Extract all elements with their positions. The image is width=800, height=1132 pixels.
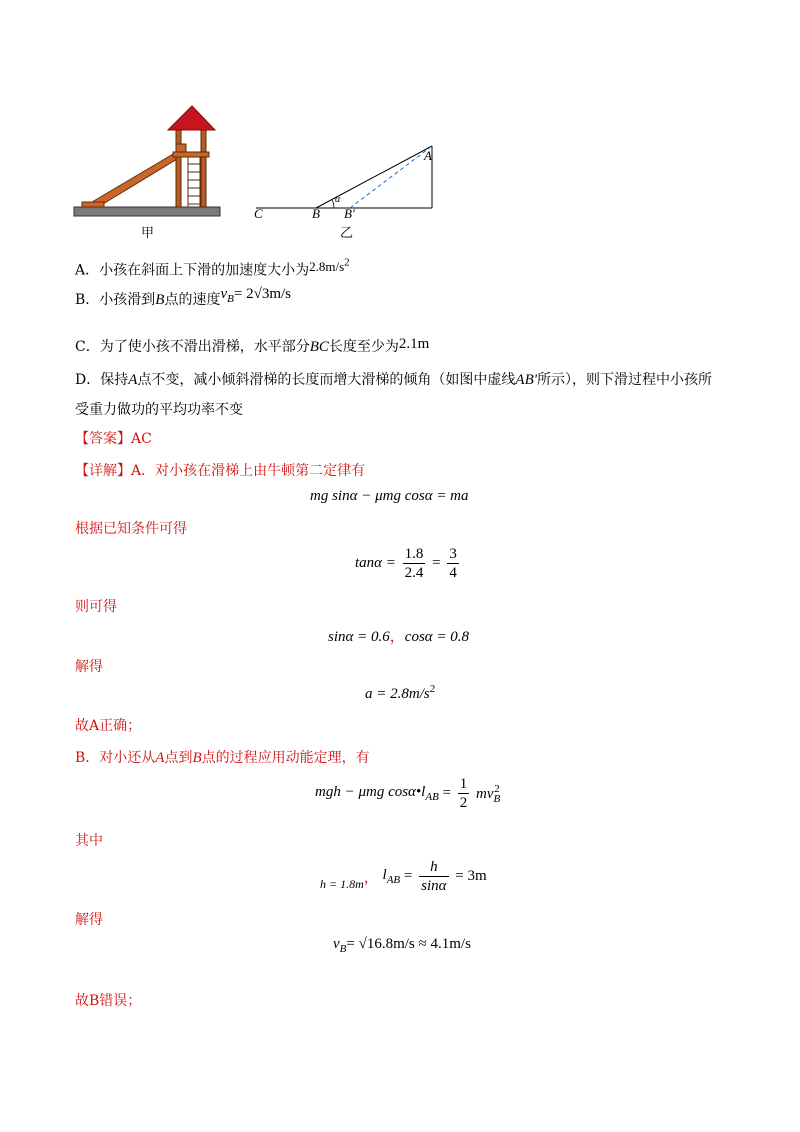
- option-b-mid: 点的速度: [164, 292, 221, 308]
- energy-rhs: $mv_B^2$: [476, 782, 501, 805]
- equation-acceleration: $a = 2.8m/s^2$: [365, 683, 436, 702]
- option-c-value: 2.1m: [398, 336, 430, 352]
- equation-energy: [315, 775, 500, 812]
- solve-label-1: 解得: [75, 659, 103, 675]
- then-label: 则可得: [75, 599, 117, 615]
- conclusion-a: 故A正确；: [75, 718, 142, 734]
- energy-equals: =: [442, 785, 452, 801]
- option-a: [75, 256, 350, 280]
- option-d-ab: AB': [515, 372, 537, 388]
- option-d-line1: [75, 370, 712, 390]
- point-a-label: A: [424, 148, 432, 163]
- option-b-text: B．小孩滑到: [75, 292, 156, 308]
- point-c-label: C: [254, 206, 263, 221]
- lab-den: sinα: [421, 878, 447, 894]
- tan-equals: =: [432, 555, 441, 571]
- figure-label-jia: 甲: [141, 226, 155, 241]
- energy-fraction: [458, 775, 470, 812]
- option-a-value: $2.8m/s^2$: [309, 257, 350, 275]
- sin-eq: sinα = 0.6: [328, 629, 390, 645]
- option-b: [75, 286, 291, 315]
- equation-tan: [355, 545, 462, 582]
- option-b-formula: $v_B= 2√3m/s$: [220, 286, 291, 305]
- tan-fraction-2: [447, 545, 459, 582]
- lab-lhs-text: l: [382, 867, 387, 883]
- among-label: 其中: [75, 833, 103, 849]
- conclusion-b: 故B错误；: [75, 993, 142, 1009]
- part-b-b: B: [192, 750, 202, 766]
- tan-lhs: tanα =: [355, 555, 396, 571]
- lab-equals: =: [403, 868, 413, 884]
- tan-den-2: 4: [449, 565, 457, 581]
- equation-vb: $v_B= √16.8m/s \approx 4.1m/s$: [333, 936, 471, 955]
- lab-fraction: [419, 858, 448, 895]
- angle-label: α: [335, 194, 341, 205]
- solve-label-2: 解得: [75, 912, 103, 928]
- energy-lhs: mgh − μmg $\cos\alpha•l_{AB}$: [315, 784, 439, 803]
- point-b-label: B: [312, 206, 320, 221]
- equation-sin-cos: [328, 625, 469, 646]
- option-d-line2: 受重力做功的平均功率不变: [75, 402, 243, 418]
- point-bprime-label: B′: [344, 206, 355, 221]
- answer-label: 【答案】AC: [75, 431, 152, 447]
- option-d-text: D．保持: [75, 372, 129, 388]
- option-d-rest: 点不变，减小倾斜滑梯的长度而增大滑梯的倾角（如图中虚线: [137, 372, 516, 388]
- option-b-formula-text: = 2√3m/s: [233, 286, 291, 302]
- comma-separator: ，: [389, 629, 405, 645]
- option-d-point: A: [128, 372, 138, 388]
- tan-fraction-1: [403, 545, 426, 582]
- option-a-value-text: 2.8m/s: [309, 259, 345, 275]
- option-c: [75, 337, 429, 357]
- part-b-start: B．对小还从: [75, 750, 156, 766]
- slide-illustration: [70, 100, 230, 240]
- figure-label-yi: 乙: [340, 226, 354, 241]
- cos-eq: cosα = 0.8: [404, 629, 470, 645]
- lab-rhs: = 3m: [455, 868, 487, 884]
- option-c-mid: 长度至少为: [328, 339, 399, 355]
- detail-label: 【详解】A．对小孩在滑梯上由牛顿第二定律有: [75, 463, 366, 479]
- part-b-a: A: [155, 750, 165, 766]
- option-a-text: A．小孩在斜面上下滑的加速度大小为: [75, 262, 310, 279]
- energy-rhs-text: mv: [476, 785, 494, 802]
- known-conditions: 根据已知条件可得: [75, 521, 187, 537]
- option-b-point: B: [155, 292, 165, 308]
- energy-num: 1: [459, 776, 468, 792]
- lab-lhs: $l_{AB}$: [382, 867, 401, 886]
- h-eq: h = 1.8m: [320, 876, 364, 891]
- lab-num: h: [419, 858, 448, 877]
- vb-eq-text: = √16.8m/s ≈ 4.1m/s: [346, 936, 471, 952]
- tan-num-2: 3: [449, 546, 457, 562]
- part-b-text: [75, 748, 370, 768]
- part-b-end: 点的过程应用动能定理，有: [201, 750, 370, 766]
- comma-separator-2: ，: [363, 870, 379, 886]
- tan-den-1: 2.4: [404, 565, 424, 581]
- energy-den: 2: [459, 795, 468, 811]
- energy-lhs-text: mgh − μmg cosα•l: [315, 784, 426, 800]
- option-d-end: 所示），则下滑过程中小孩所: [536, 372, 712, 388]
- option-c-text: C．为了使小孩不滑出滑梯，水平部分: [75, 339, 310, 355]
- part-b-mid: 点到: [164, 750, 193, 766]
- option-c-bc: BC: [309, 339, 329, 355]
- equation-h-lab: [320, 858, 487, 895]
- equation-newton: mg sinα − μmg cosα = ma: [310, 488, 469, 504]
- acceleration-text: a = 2.8m/s: [365, 686, 430, 702]
- tan-num-1: 1.8: [404, 546, 424, 562]
